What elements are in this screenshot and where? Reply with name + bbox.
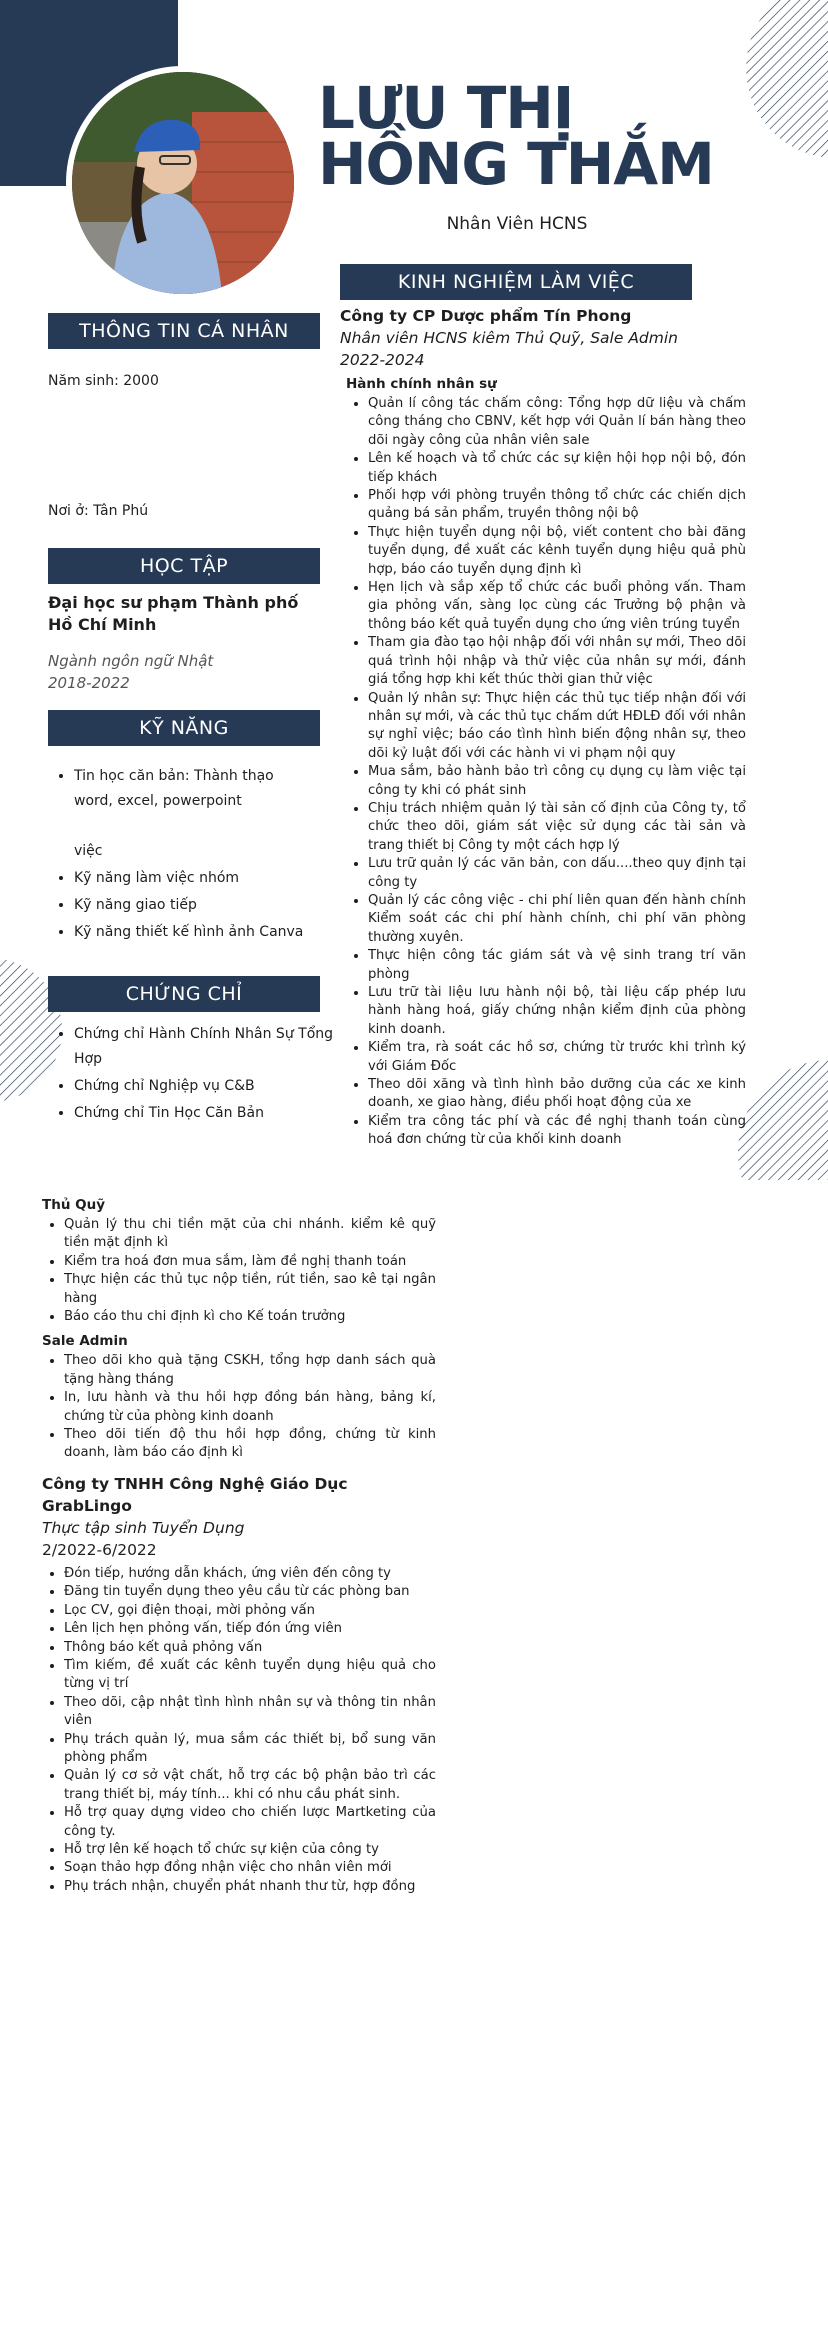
list-item: • Kiểm tra hoá đơn mua sắm, làm đề nghị thanh toán	[64, 1253, 436, 1271]
list-item: • Chịu trách nhiệm quản lý tài sản cố định của Công ty, tổ chức theo dõi, giám sát việc sử dụng các tài sản và trang thiết bị Công ty một cách hợp lý	[368, 800, 746, 855]
education-period: 2018-2022	[48, 674, 130, 692]
school-name: Đại học sư phạm Thành phố Hồ Chí Minh	[48, 593, 299, 634]
job2-period: 2/2022-6/2022	[42, 1540, 157, 1559]
skill-item: • Kỹ năng thiết kế hình ảnh Canva	[74, 920, 342, 945]
list-item: • Quản lý thu chi tiền mặt của chi nhánh. kiểm kê quỹ tiền mặt định kì	[64, 1216, 436, 1253]
certificate-item: • Chứng chỉ Hành Chính Nhân Sự Tổng Hợp	[74, 1022, 342, 1072]
job1-period: 2022-2024	[340, 351, 425, 369]
list-item: • Theo dõi tiến độ thu hồi hợp đồng, chứng từ kinh doanh, làm báo cáo định kì	[64, 1426, 436, 1463]
list-item: • Tìm kiếm, đề xuất các kênh tuyển dụng hiệu quả cho từng vị trí	[64, 1657, 436, 1694]
list-item: • Quản lý nhân sự: Thực hiện các thủ tục tiếp nhận đối với nhân sự mới, và các thủ tục chấm dứt HĐLĐ đối với nhân sự nghỉ việc; báo cáo tình hình biến động nhân sự, theo dõi kỷ luật đối với các hành vi vi phạm nội quy	[368, 690, 746, 764]
list-item: • Phụ trách quản lý, mua sắm các thiết bị, bổ sung văn phòng phẩm	[64, 1731, 436, 1768]
list-item: • Thực hiện các thủ tục nộp tiền, rút tiền, sao kê tại ngân hàng	[64, 1271, 436, 1308]
birth-year: Năm sinh: 2000	[48, 373, 159, 389]
experience-continued	[42, 1194, 436, 1896]
experience-job-1	[340, 305, 746, 1150]
list-item: • Hỗ trợ quay dựng video cho chiến lược Martketing của công ty.	[64, 1804, 436, 1841]
list-item: • Kiểm tra công tác phí và các đề nghị thanh toán cùng hoá đơn chứng từ của khối kinh doanh	[368, 1113, 746, 1150]
skill-item: • Kỹ năng làm việc nhóm	[74, 866, 342, 891]
list-item: • Lọc CV, gọi điện thoại, mời phỏng vấn	[64, 1602, 436, 1620]
job1-title: Nhân viên HCNS kiêm Thủ Quỹ, Sale Admin	[340, 329, 678, 347]
list-item: • Phối hợp với phòng truyền thông tổ chức các chiến dịch quảng bá sản phẩm, truyền thông nội bộ	[368, 487, 746, 524]
job1-cashier-list	[42, 1216, 436, 1326]
list-item: • Theo dõi, cập nhật tình hình nhân sự và thông tin nhân viên	[64, 1694, 436, 1731]
list-item: • Đón tiếp, hướng dẫn khách, ứng viên đến công ty	[64, 1565, 436, 1583]
list-item: • Thực hiện tuyển dụng nội bộ, viết content cho bài đăng tuyển dụng, đề xuất các kênh tuyển dụng hiệu quả phù hợp, báo cáo tuyển dụng định kì	[368, 524, 746, 579]
name-line-1: LƯU THỊ	[318, 74, 574, 142]
list-item: • Đăng tin tuyển dụng theo yêu cầu từ các phòng ban	[64, 1583, 436, 1601]
job1-section-cashier: Thủ Quỹ	[42, 1197, 106, 1213]
skill-item: • Kỹ năng giao tiếp	[74, 893, 342, 918]
list-item: • Kiểm tra, rà soát các hồ sơ, chứng từ trước khi trình ký với Giám Đốc	[368, 1039, 746, 1076]
name-line-2: HỒNG THẮM	[318, 130, 714, 198]
avatar	[72, 72, 294, 294]
job2-list	[42, 1565, 436, 1896]
list-item: • Tham gia đào tạo hội nhập đối với nhân sự mới, Theo dõi quá trình hội nhập và thử việc của nhân sự mới, đánh giá tổng hợp khi kết thúc thời gian thử việc	[368, 634, 746, 689]
list-item: • Lên lịch hẹn phỏng vấn, tiếp đón ứng viên	[64, 1620, 436, 1638]
education-major	[48, 650, 328, 694]
list-item: • In, lưu hành và thu hồi hợp đồng bán hàng, bảng kí, chứng từ của phòng kinh doanh	[64, 1389, 436, 1426]
job1-section-hr: Hành chính nhân sự	[346, 376, 497, 392]
certificates-list	[52, 1022, 342, 1128]
list-item: • Soạn thảo hợp đồng nhận việc cho nhân viên mới	[64, 1859, 436, 1877]
list-item: • Quản lí công tác chấm công: Tổng hợp dữ liệu và chấm công tháng cho CBNV, kết hợp với Quản lí bán hàng theo dõi ngày công của nhân viên sale	[368, 395, 746, 450]
list-item: • Thông báo kết quả phỏng vấn	[64, 1639, 436, 1657]
address: Nơi ở: Tân Phú	[48, 503, 149, 519]
list-item: • Hỗ trợ lên kế hoạch tổ chức sự kiện của công ty	[64, 1841, 436, 1859]
job2-title: Thực tập sinh Tuyển Dụng	[42, 1518, 245, 1537]
job1-section-sale-admin: Sale Admin	[42, 1333, 128, 1350]
list-item: • Thực hiện công tác giám sát và vệ sinh trang trí văn phòng	[368, 947, 746, 984]
job1-company: Công ty CP Dược phẩm Tín Phong	[340, 307, 632, 325]
certificate-item: • Chứng chỉ Nghiệp vụ C&B	[74, 1074, 342, 1099]
list-item: • Theo dõi xăng và tình hình bảo dưỡng của các xe kinh doanh, xe giao hàng, điều phối hoạt động của xe	[368, 1076, 746, 1113]
list-item: • Lưu trữ quản lý các văn bản, con dấu....theo quy định tại công ty	[368, 855, 746, 892]
job-role: Nhân Viên HCNS	[446, 214, 588, 234]
certificates-heading: CHỨNG CHỈ	[48, 976, 320, 1012]
full-name	[318, 74, 818, 198]
list-item: • Báo cáo thu chi định kì cho Kế toán trưởng	[64, 1308, 436, 1326]
list-item: • Mua sắm, bảo hành bảo trì công cụ dụng cụ làm việc tại công ty khi có phát sinh	[368, 763, 746, 800]
education-heading: HỌC TẬP	[48, 548, 320, 584]
list-item: • Quản lý các công việc - chi phí liên quan đến hành chính Kiểm soát các chi phí hành chính, chi phí văn phòng thường xuyên.	[368, 892, 746, 947]
list-item: • Theo dõi kho quà tặng CSKH, tổng hợp danh sách quà tặng hàng tháng	[64, 1352, 436, 1389]
personal-info-heading: THÔNG TIN CÁ NHÂN	[48, 313, 320, 349]
list-item: • Phụ trách nhận, chuyển phát nhanh thư từ, hợp đồng	[64, 1878, 436, 1896]
list-item: • Lên kế hoạch và tổ chức các sự kiện hội họp nội bộ, đón tiếp khách	[368, 450, 746, 487]
skills-list	[52, 764, 342, 947]
job1-sale-admin-list	[42, 1352, 436, 1462]
skill-item: • Tin học căn bản: Thành thạo word, excel, powerpoint việc	[74, 764, 342, 864]
list-item: • Quản lý cơ sở vật chất, hỗ trợ các bộ phận bảo trì các trang thiết bị, máy tính... khi có nhu cầu phát sinh.	[64, 1767, 436, 1804]
list-item: • Lưu trữ tài liệu lưu hành nội bộ, tài liệu cấp phép lưu hành hàng hoá, giấy chứng nhận kiểm định của phòng kinh doanh.	[368, 984, 746, 1039]
list-item: • Hẹn lịch và sắp xếp tổ chức các buổi phỏng vấn. Tham gia phỏng vấn, sàng lọc cùng các Trưởng bộ phận và thông báo kết quả tuyển dụng cho ứng viên trúng tuyển	[368, 579, 746, 634]
major: Ngành ngôn ngữ Nhật	[48, 652, 214, 670]
job1-hr-list	[340, 395, 746, 1150]
job2-company: Công ty TNHH Công Nghệ Giáo Dục GrabLingo	[42, 1474, 348, 1515]
experience-heading: KINH NGHIỆM LÀM VIỆC	[340, 264, 692, 300]
certificate-item: • Chứng chỉ Tin Học Căn Bản	[74, 1101, 342, 1126]
skills-heading: KỸ NĂNG	[48, 710, 320, 746]
